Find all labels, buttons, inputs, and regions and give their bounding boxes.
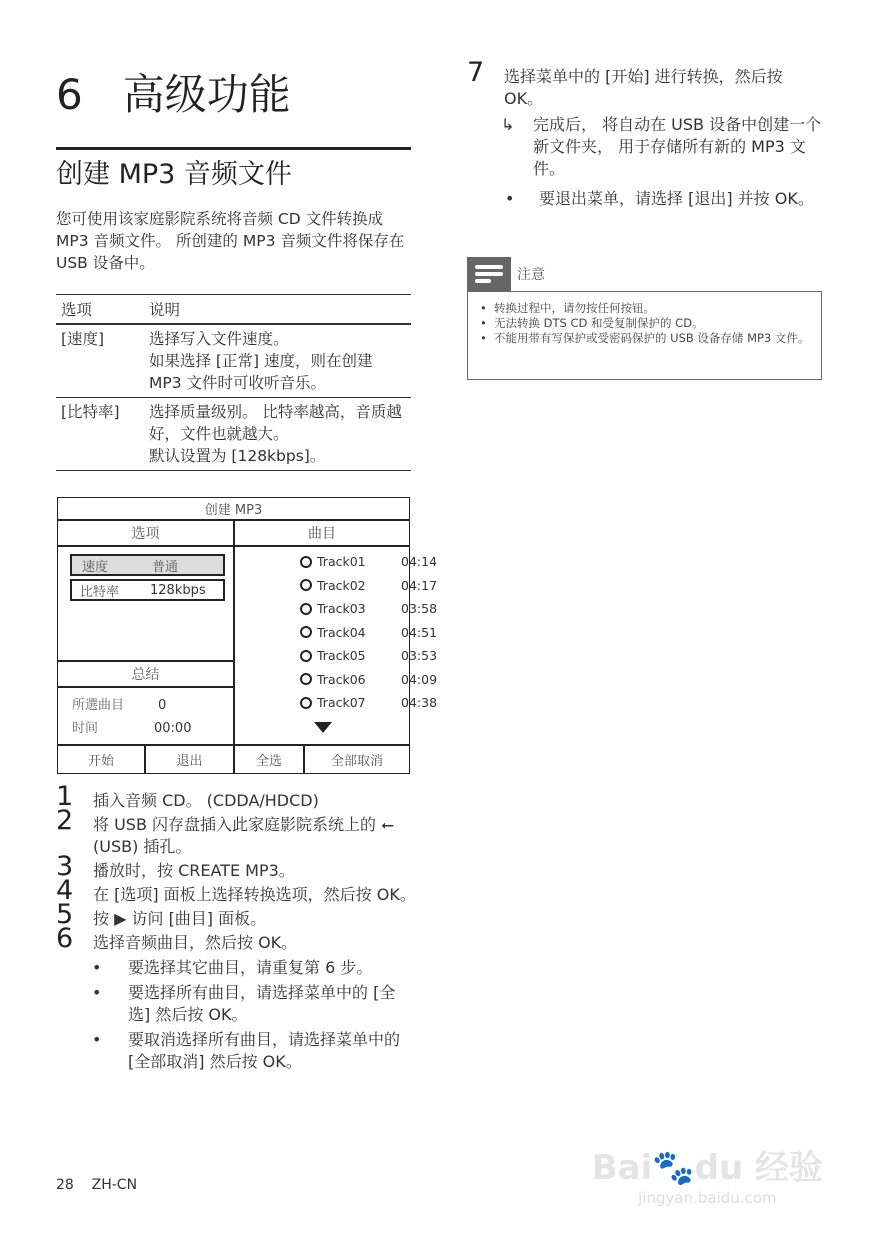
note-title: 注意 [517,267,545,283]
step-item [56,923,416,954]
step-bullet: • 要取消选择所有曲目，请选择菜单中的 [全部取消] 然后按 OK。 [92,1029,416,1073]
deselect-all-button[interactable]: 全部取消 [305,744,409,773]
step-bullet: 要退出菜单，请选择 [退出] 并按 OK。 [539,189,814,208]
option-desc: 选择质量级别。 比特率越高，音质越好，文件也就越大。 [149,403,402,443]
summary-row [72,694,222,713]
track-item[interactable] [300,554,437,569]
step-7 [467,57,822,210]
track-time: 04:17 [401,577,438,593]
setting-value: 128kbps [150,582,206,598]
chapter-title [56,62,291,122]
chapter-number: 6 [56,70,83,119]
create-mp3-menu-illustration [57,497,438,774]
track-name: Track04 [317,624,366,640]
table-row [56,324,411,398]
section-rule [56,147,411,150]
summary-label: 时间 [72,721,99,736]
summary-row [72,717,222,736]
summary-label: 所選曲目 [72,698,125,713]
steps-list [56,781,416,1073]
track-time: 03:58 [401,601,438,616]
option-name: [速度] [56,324,144,398]
section-title: 创建 MP3 音频文件 [56,159,292,190]
track-time: 04:51 [401,624,438,640]
track-item[interactable] [300,578,437,593]
track-name: Track01 [317,554,366,569]
note-item: • 转换过程中，请勿按任何按钮。 [478,301,811,316]
step-number: 4 [56,875,74,906]
step-text: 选择菜单中的 [开始] 进行转换，然后按 OK。 [504,67,783,108]
table-header: 说明 [144,295,411,325]
note-icon [467,257,511,291]
track-name: Track07 [317,695,366,710]
table-header: 选项 [56,295,144,325]
note-item: • 无法转换 DTS CD 和受复制保护的 CD。 [478,316,811,331]
radio-circle-icon[interactable] [300,650,312,662]
option-desc: 默认设置为 [128kbps]。 [149,447,326,465]
step-item [56,899,416,930]
step-number: 6 [56,923,74,954]
track-item[interactable] [300,601,437,616]
options-table [56,294,411,471]
radio-circle-icon[interactable] [300,603,312,615]
step-text: 在 [选项] 面板上选择转换选项，然后按 OK。 [93,885,416,904]
step-text: 插入音频 CD。 (CDDA/HDCD) [93,791,319,810]
intro-paragraph: 您可使用该家庭影院系统将音频 CD 文件转换成 MP3 音频文件。 所创建的 MP3 音频文件将保存在 USB 设备中。 [56,210,405,272]
track-item[interactable] [300,648,437,663]
radio-circle-icon[interactable] [300,579,312,591]
step-item [56,781,416,812]
track-item[interactable] [300,672,437,687]
step-number: 7 [467,57,485,88]
setting-value: 普通 [152,559,179,575]
summary-header: 总结 [58,660,235,688]
chapter-name: 高级功能 [122,70,291,119]
step-item [56,875,416,906]
step-result: 完成后， 将自动在 USB 设备中创建一个新文件夹， 用于存储所有新的 MP3 文件。 [533,115,822,178]
tracks-header: 曲目 [235,521,409,547]
setting-label: 比特率 [80,584,120,600]
step-number: 2 [56,805,74,836]
track-item[interactable] [300,695,437,710]
baidu-watermark: Bai🐾du 经验 jingyan.baidu.com [591,1148,823,1207]
track-item[interactable] [300,625,437,640]
radio-circle-icon[interactable] [300,626,312,638]
setting-bitrate [70,579,225,601]
step-bullet: • 要选择所有曲目，请选择菜单中的 [全选] 然后按 OK。 [92,982,416,1026]
track-name: Track02 [317,577,366,593]
step-number: 5 [56,899,74,930]
setting-label: 速度 [82,559,109,575]
radio-circle-icon[interactable] [300,673,312,685]
language-code: ZH-CN [91,1177,138,1193]
option-name: [比特率] [56,398,144,471]
step-text: 将 USB 闪存盘插入此家庭影院系统上的 ⭠ (USB) 插孔。 [93,815,394,856]
track-time: 04:09 [401,671,438,687]
note-header [467,257,545,291]
option-desc: 选择写入文件速度。 [149,330,289,348]
footer [56,1177,137,1193]
step-text: 按 ▶ 访问 [曲目] 面板。 [93,909,267,928]
radio-circle-icon[interactable] [300,556,312,568]
menu-title: 创建 MP3 [58,498,409,521]
select-all-button[interactable]: 全选 [235,744,305,773]
summary-value: 0 [158,698,167,713]
track-name: Track06 [317,671,366,687]
step-number: 3 [56,851,74,882]
track-name: Track05 [317,648,366,663]
note-box [467,291,822,380]
radio-circle-icon[interactable] [300,697,312,709]
start-button[interactable]: 开始 [58,744,146,773]
setting-speed [70,554,225,576]
step-text: 播放时，按 CREATE MP3。 [93,861,295,880]
table-row [56,398,411,471]
track-time: 03:53 [401,648,438,663]
step-text: 选择音频曲目，然后按 OK。 [93,933,298,952]
step-number: 1 [56,781,74,812]
track-name: Track03 [317,601,366,616]
scroll-down-arrow-icon[interactable] [314,722,332,733]
track-time: 04:14 [401,554,438,569]
option-desc: 如果选择 [正常] 速度，则在创建 MP3 文件时可收听音乐。 [149,352,373,392]
page-number: 28 [56,1177,74,1193]
track-time: 04:38 [401,695,438,710]
exit-button[interactable]: 退出 [146,744,233,773]
step-bullet: • 要选择其它曲目，请重复第 6 步。 [92,957,416,979]
step-item [56,851,416,882]
result-arrow-icon: ↳ [501,115,515,134]
note-item: • 不能用带有写保护或受密码保护的 USB 设备存储 MP3 文件。 [478,331,811,346]
options-header: 选项 [58,521,235,547]
summary-value: 00:00 [154,721,192,736]
step-item [56,805,416,858]
